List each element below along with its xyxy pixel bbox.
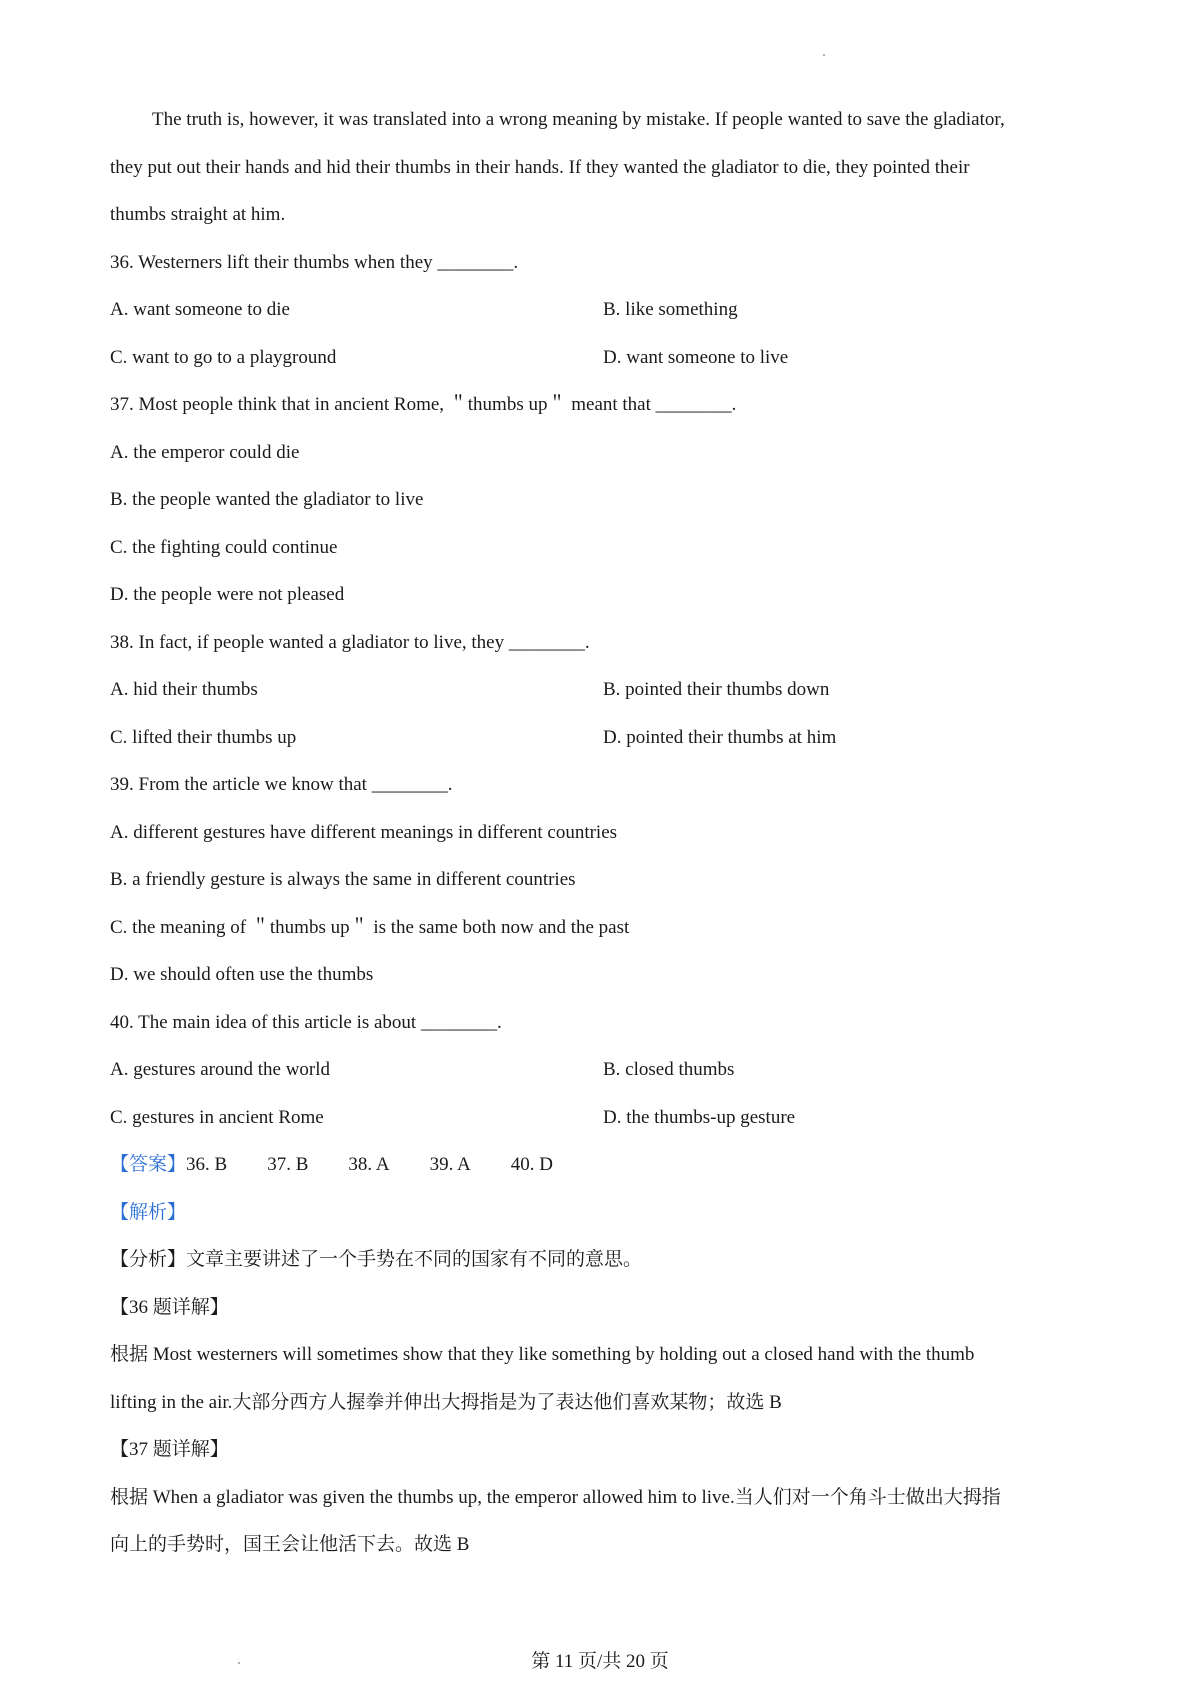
- q36-detail-text: 根据 Most westerners will sometimes show that they like something by holding out a closed hand with the thumb: [110, 1344, 975, 1365]
- answer-item: 38. A: [348, 1154, 390, 1175]
- option-a: A. different gestures have different meanings in different countries: [110, 821, 618, 843]
- answer-item: 37. B: [267, 1154, 309, 1175]
- option-a: A. the emperor could die: [110, 441, 300, 463]
- option-a: A. gestures around the world: [110, 1059, 331, 1080]
- answer-item: 40. D: [510, 1154, 553, 1175]
- option-row: [110, 1046, 1100, 1094]
- page-content: [110, 96, 1100, 1569]
- option-row: [110, 286, 1100, 334]
- scan-speck: [823, 54, 825, 56]
- option-d: D. want someone to live: [603, 346, 789, 368]
- option-b: B. pointed their thumbs down: [603, 679, 830, 700]
- option-row: [110, 334, 1100, 382]
- option-d: D. pointed their thumbs at him: [603, 726, 837, 748]
- option-c: C. the meaning of ＂thumbs up＂ is the same both now and the past: [110, 916, 630, 938]
- question-stem: 39. From the article we know that ________.: [110, 774, 453, 795]
- q36-detail-title: 【36 题详解】: [110, 1296, 229, 1318]
- option-c: C. gestures in ancient Rome: [110, 1106, 324, 1128]
- q36-detail-text: lifting in the air.大部分西方人握拳并伸出大拇指是为了表达他们喜欢某物；故选 B: [110, 1391, 782, 1413]
- question-stem: 36. Westerners lift their thumbs when they ________.: [110, 251, 519, 273]
- answer-item: 36. B: [186, 1154, 228, 1175]
- answer-line: [110, 1141, 1100, 1189]
- option-row: [110, 1094, 1100, 1142]
- analysis-summary: 【分析】文章主要讲述了一个手势在不同的国家有不同的意思。: [110, 1249, 643, 1270]
- passage-line: they put out their hands and hid their thumbs in their hands. If they wanted the gladiator to die, they pointed their: [110, 156, 970, 178]
- option-c: C. lifted their thumbs up: [110, 726, 297, 748]
- passage-line: The truth is, however, it was translated into a wrong meaning by mistake. If people wanted to save the gladiator,: [152, 109, 1005, 130]
- question-stem: 40. The main idea of this article is about ________.: [110, 1011, 502, 1033]
- question-stem: 37. Most people think that in ancient Rome, ＂thumbs up＂ meant that ________.: [110, 394, 737, 415]
- option-c: C. the fighting could continue: [110, 536, 338, 558]
- q37-detail-text: 根据 When a gladiator was given the thumbs up, the emperor allowed him to live.当人们对一个角斗士做出大拇指: [110, 1486, 1001, 1508]
- q37-detail-title: 【37 题详解】: [110, 1439, 229, 1460]
- option-c: C. want to go to a playground: [110, 346, 337, 368]
- answer-label: 【答案】: [110, 1154, 187, 1175]
- option-row: [110, 714, 1100, 762]
- option-d: D. we should often use the thumbs: [110, 964, 374, 985]
- answer-item: 39. A: [429, 1154, 471, 1175]
- option-d: D. the people were not pleased: [110, 584, 345, 605]
- option-row: [110, 666, 1100, 714]
- option-a: A. hid their thumbs: [110, 679, 258, 700]
- option-b: B. like something: [603, 299, 738, 320]
- page-number-footer: 第 11 页/共 20 页: [531, 1651, 669, 1672]
- option-b: B. closed thumbs: [603, 1059, 735, 1080]
- option-b: B. the people wanted the gladiator to live: [110, 489, 424, 510]
- option-d: D. the thumbs-up gesture: [603, 1106, 796, 1128]
- option-b: B. a friendly gesture is always the same in different countries: [110, 869, 576, 890]
- analysis-label: 【解析】: [110, 1201, 187, 1223]
- option-a: A. want someone to die: [110, 299, 290, 320]
- q37-detail-text: 向上的手势时，国王会让他活下去。故选 B: [110, 1534, 470, 1555]
- passage-line: thumbs straight at him.: [110, 204, 286, 225]
- question-stem: 38. In fact, if people wanted a gladiator to live, they ________.: [110, 631, 590, 653]
